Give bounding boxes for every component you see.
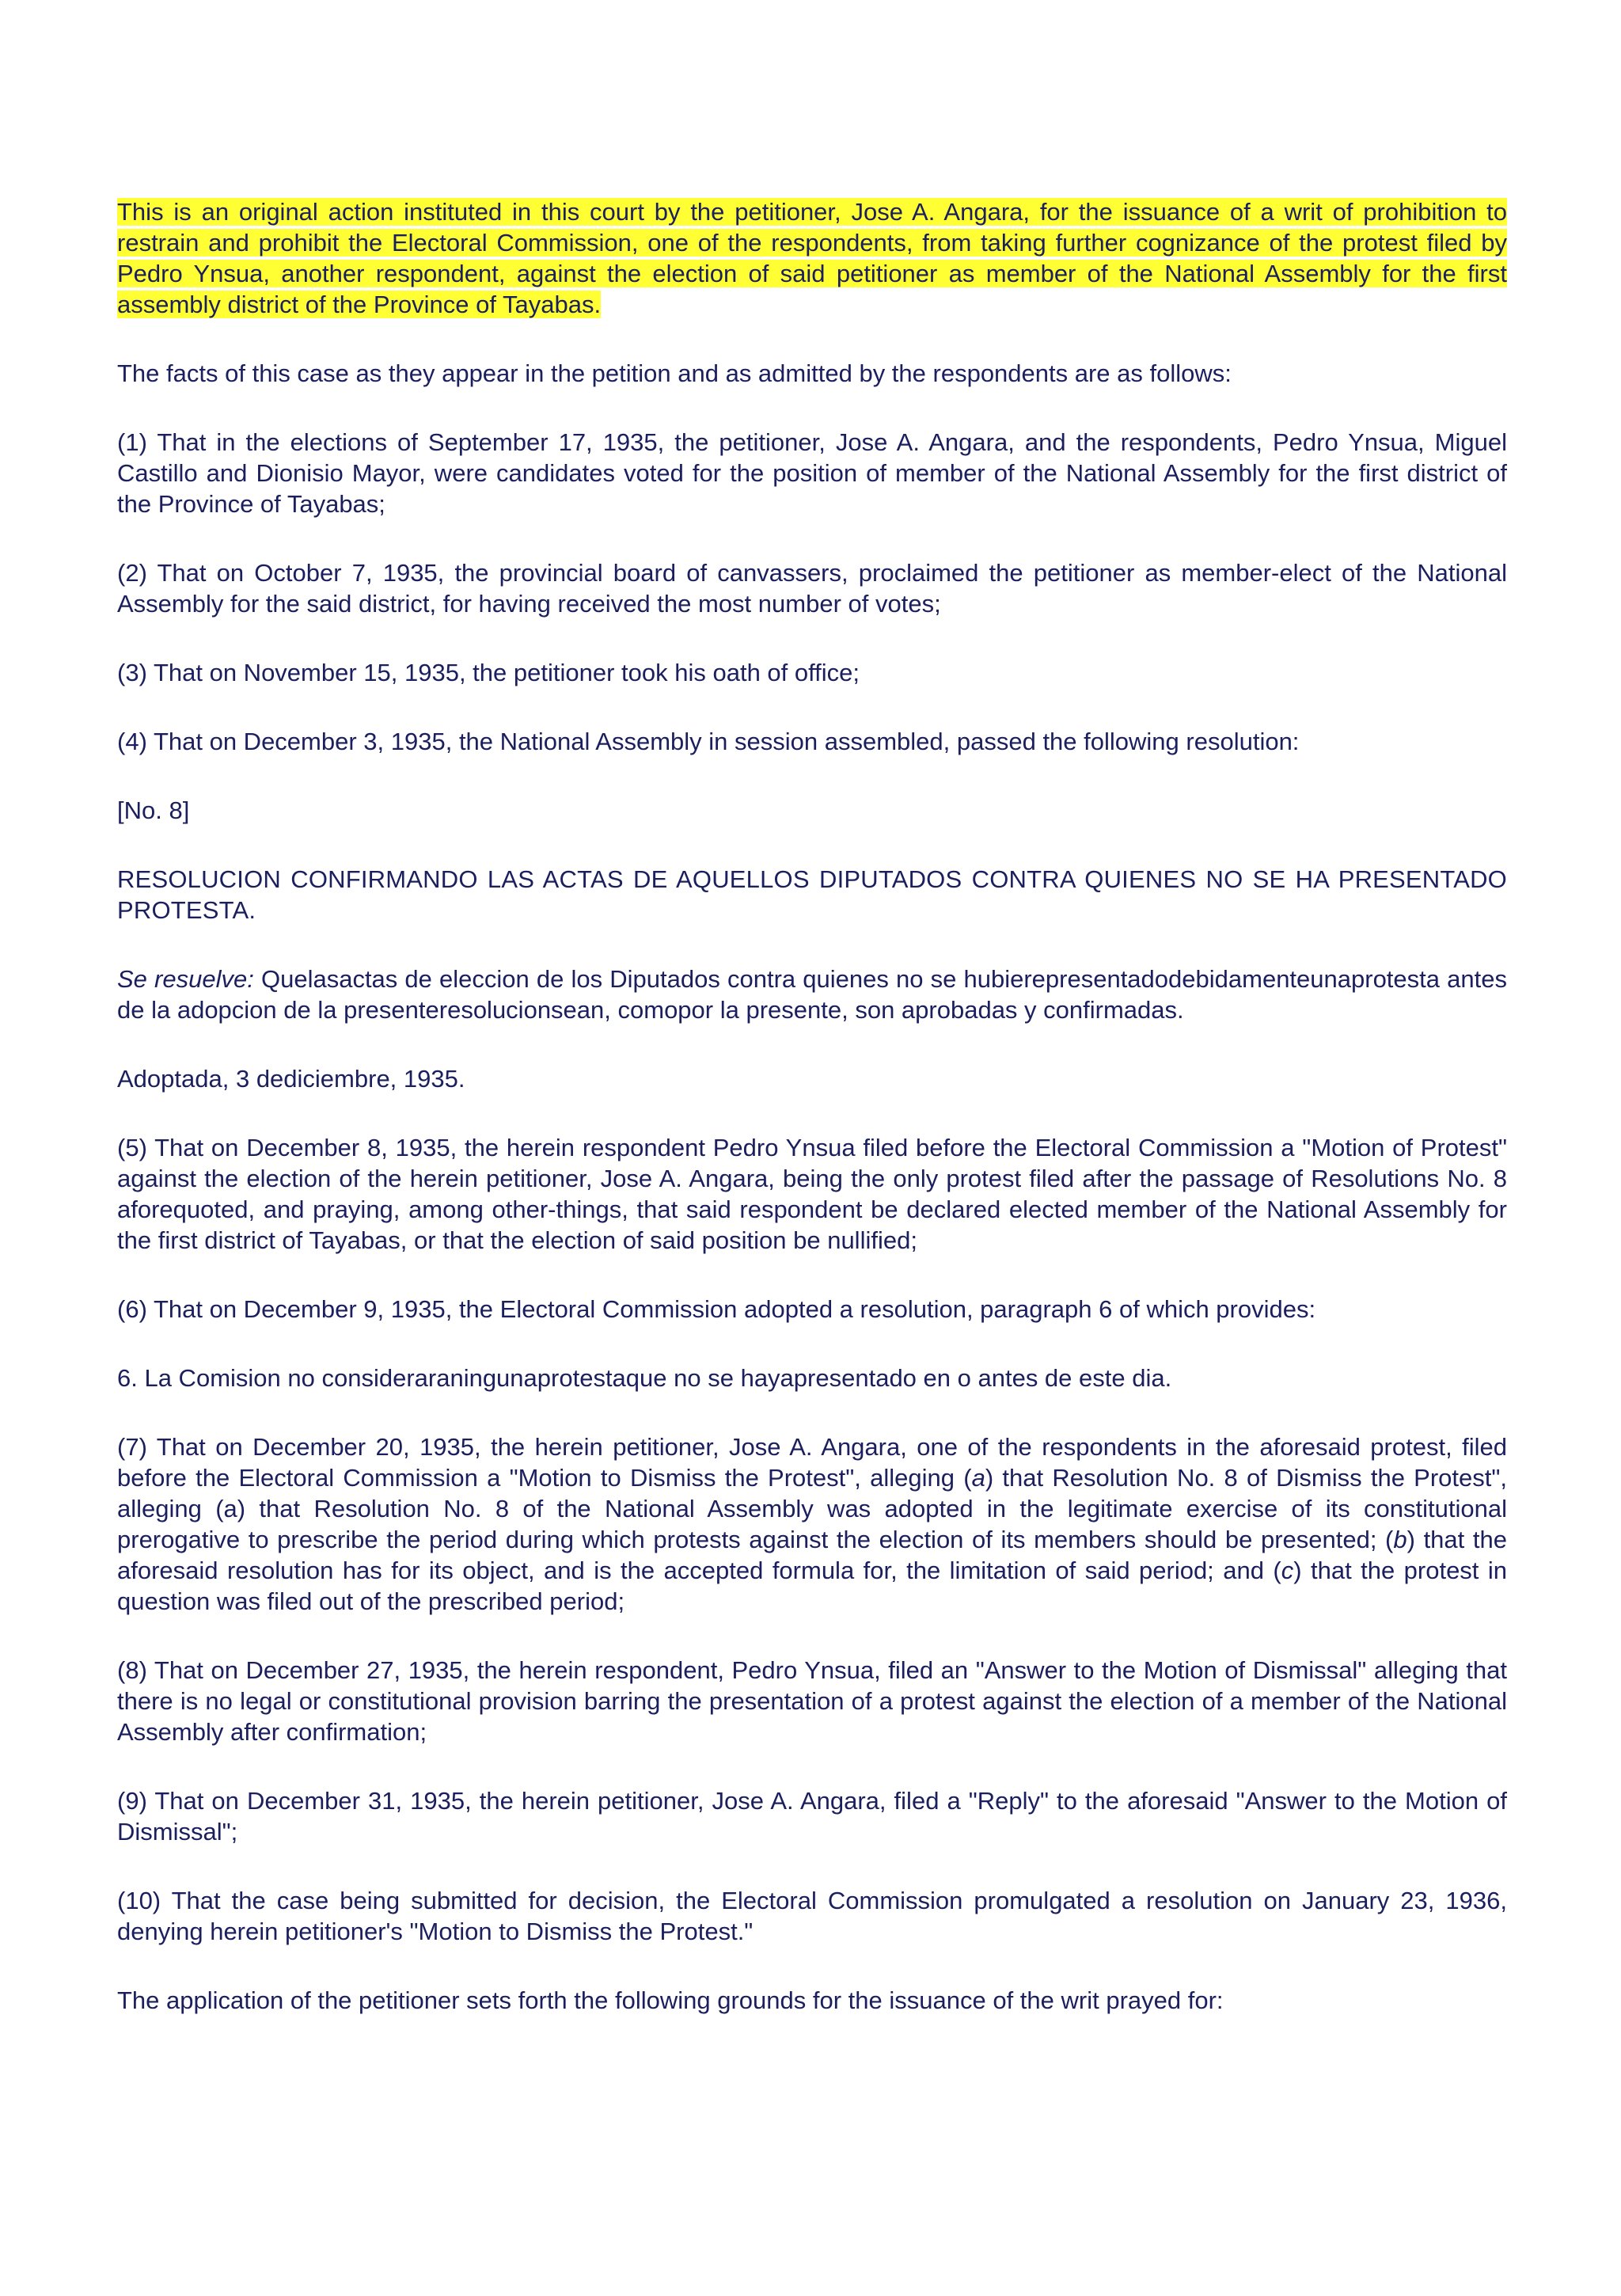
fact-9-paragraph: (9) That on December 31, 1935, the herein petitioner, Jose A. Angara, filed a "Reply" to the aforesaid "Answer to the Motion of Dismissal";: [117, 1787, 1507, 1846]
fact-7-text-part-4: ) that the protest in question was filed out of the prescribed period;: [117, 1557, 1507, 1615]
facts-intro-paragraph: The facts of this case as they appear in the petition and as admitted by the respondents are as follows:: [117, 359, 1232, 387]
fact-7-letter-b: b: [1393, 1526, 1407, 1553]
resolution-body-paragraph: [117, 964, 1507, 1025]
fact-5-paragraph: (5) That on December 8, 1935, the herein respondent Pedro Ynsua filed before the Electoral Commission a "Motion of Protest" against the election of the herein petitioner, Jose A. Angara, being the only protest filed after the passage of Resolutions No. 8 aforequoted, and praying, among other-things, that said respondent be declared elected member of the National Assembly for the first district of Tayabas, or that the election of said position be nullified;: [117, 1134, 1507, 1254]
resolution-lead: Se resuelve:: [117, 965, 254, 993]
grounds-intro-paragraph: The application of the petitioner sets forth the following grounds for the issuance of the writ prayed for:: [117, 1986, 1224, 2014]
fact-6-paragraph: (6) That on December 9, 1935, the Electoral Commission adopted a resolution, paragraph 6 of which provides:: [117, 1295, 1316, 1323]
fact-1-paragraph: (1) That in the elections of September 17, 1935, the petitioner, Jose A. Angara, and the respondents, Pedro Ynsua, Miguel Castillo and Dionisio Mayor, were candidates voted for the position of member of the National Assembly for the first district of the Province of Tayabas;: [117, 428, 1507, 518]
fact-7-text-part-2: ) that Resolution No. 8 of Dismiss the Protest", alleging (a) that Resolution No. 8 of the National Assembly was adopted in the legitimate exercise of its constitutional prerogative to prescribe the period during which protests against the election of its members should be presented; (: [117, 1464, 1508, 1553]
comision-rule-paragraph: 6. La Comision no consideraraningunaprotestaque no se hayapresentado en o antes de este dia.: [117, 1364, 1172, 1392]
fact-2-paragraph: (2) That on October 7, 1935, the provincial board of canvassers, proclaimed the petitioner as member-elect of the National Assembly for the said district, for having received the most number of votes;: [117, 559, 1507, 618]
fact-3-paragraph: (3) That on November 15, 1935, the petitioner took his oath of office;: [117, 659, 860, 686]
fact-7-paragraph: [117, 1431, 1507, 1617]
fact-8-paragraph: (8) That on December 27, 1935, the herein respondent, Pedro Ynsua, filed an "Answer to the Motion of Dismissal" alleging that there is no legal or constitutional provision barring the presentation of a protest against the election of a member of the National Assembly after confirmation;: [117, 1656, 1507, 1746]
highlighted-intro-text: This is an original action instituted in this court by the petitioner, Jose A. Angara, for the issuance of a writ of prohibition to restrain and prohibit the Electoral Commission, one of the respondents, from taking further cognizance of the protest filed by Pedro Ynsua, another respondent, against the election of said petitioner as member of the National Assembly for the first assembly district of the Province of Tayabas.: [117, 198, 1507, 318]
resolution-number: [No. 8]: [117, 796, 190, 824]
fact-7-text-part-1: (7) That on December 20, 1935, the herein petitioner, Jose A. Angara, one of the respondents in the aforesaid protest, filed before the Electoral Commission a "Motion to Dismiss the Protest", alleging (: [117, 1433, 1507, 1492]
resolution-body-text: Quelasactas de eleccion de los Diputados contra quienes no se hubierepresentadodebidamenteunaprotesta antes de la adopcion de la presenteresolucionsean, comopor la presente, son aprobadas y confirmadas.: [117, 965, 1507, 1024]
fact-10-paragraph: (10) That the case being submitted for decision, the Electoral Commission promulgated a resolution on January 23, 1936, denying herein petitioner's "Motion to Dismiss the Protest.": [117, 1887, 1507, 1945]
adopted-date-line: Adoptada, 3 dediciembre, 1935.: [117, 1065, 465, 1093]
document-page: [117, 196, 1507, 2054]
resolution-title: RESOLUCION CONFIRMANDO LAS ACTAS DE AQUELLOS DIPUTADOS CONTRA QUIENES NO SE HA PRESENTADO PROTESTA.: [117, 865, 1507, 924]
fact-7-text-part-3: ) that the aforesaid resolution has for its object, and is the accepted formula for, the limitation of said period; and (: [117, 1526, 1507, 1584]
fact-4-paragraph: (4) That on December 3, 1935, the National Assembly in session assembled, passed the following resolution:: [117, 728, 1300, 755]
intro-paragraph: [117, 196, 1507, 320]
fact-7-letter-a: a: [971, 1464, 985, 1492]
fact-7-letter-c: c: [1281, 1557, 1294, 1584]
